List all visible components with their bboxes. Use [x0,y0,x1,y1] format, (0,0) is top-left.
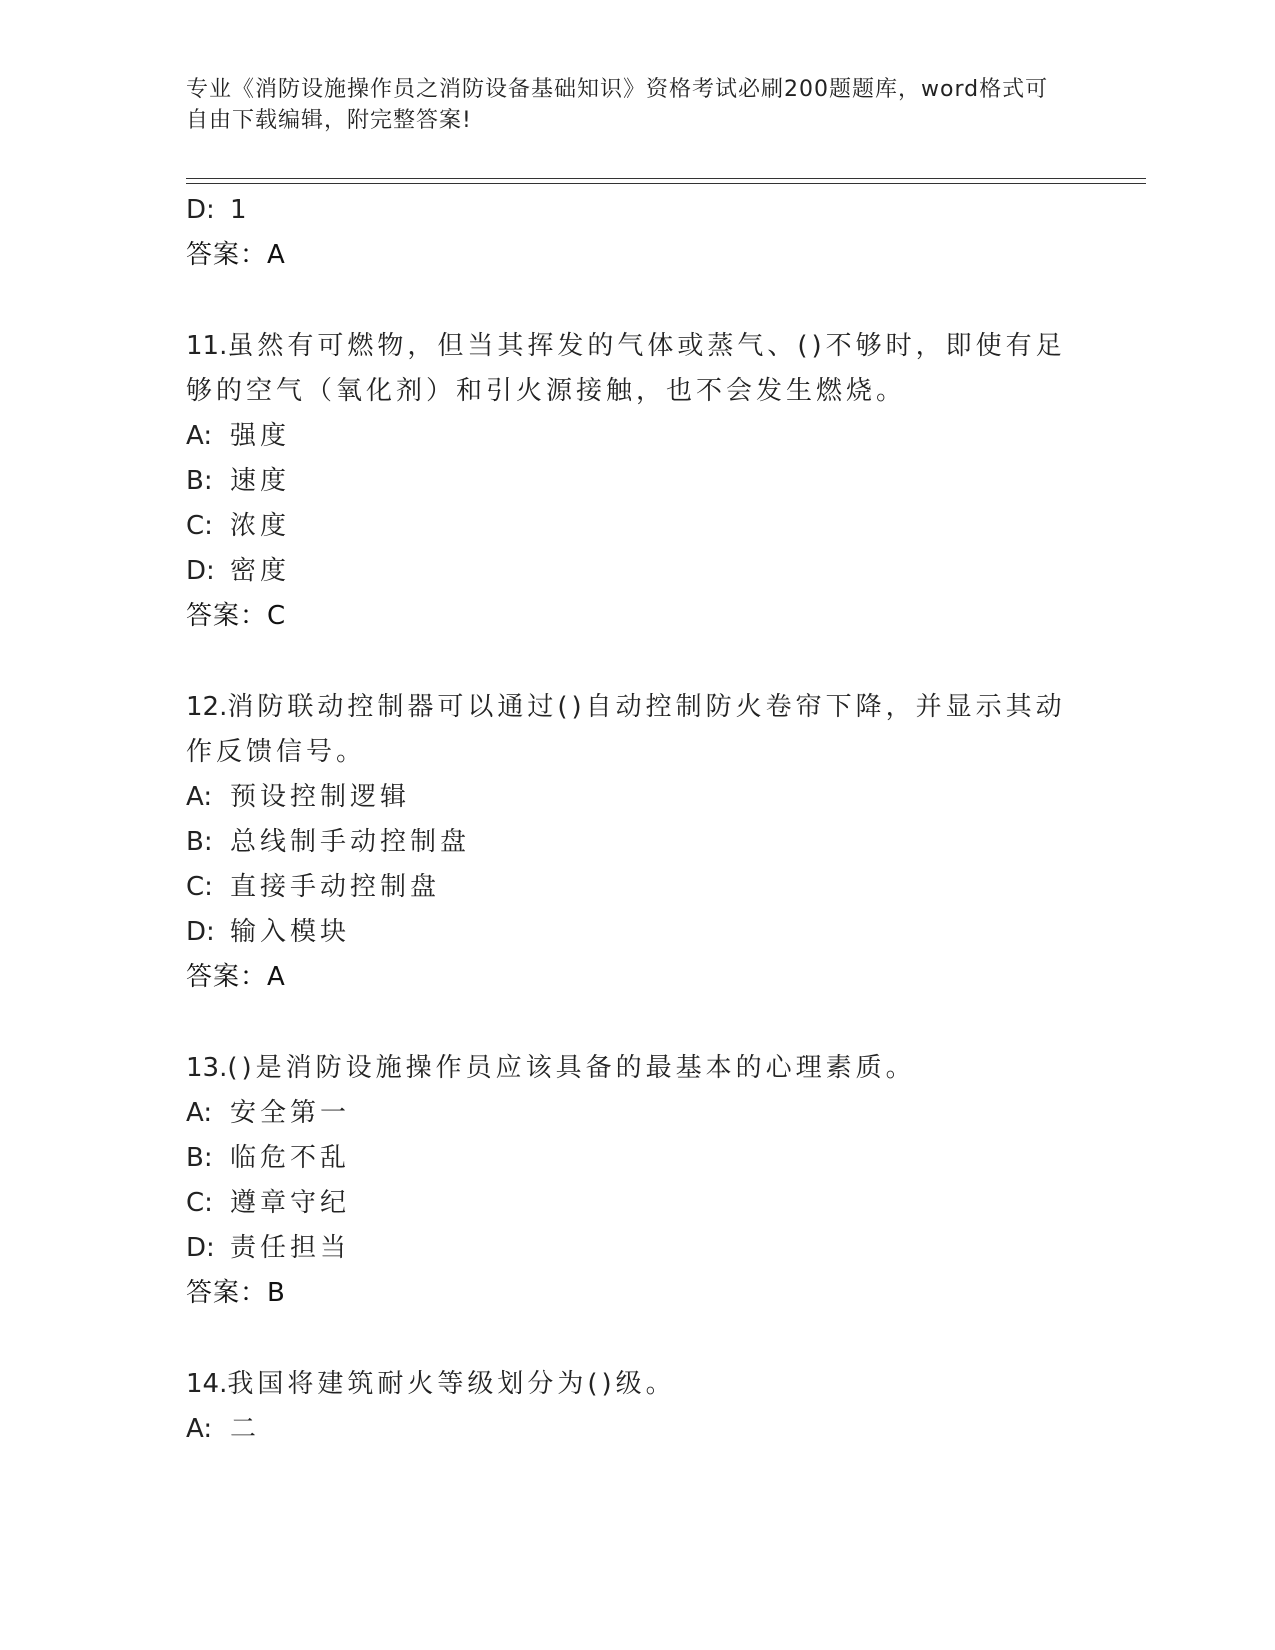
header-divider-top [186,178,1146,179]
option-key: A: [186,782,213,812]
option-key: C: [186,511,213,541]
option-key: D: [186,556,215,586]
question-number: 12. [186,692,228,722]
option-text: 强度 [230,421,291,451]
answer-line: 答案：B [186,1278,286,1308]
option-key: D: [186,1233,215,1263]
option-key: A: [186,1098,213,1128]
option-text: 责任担当 [230,1233,351,1263]
option-text: 安全第一 [230,1098,351,1128]
option-key: A: [186,421,213,451]
question-number: 14. [186,1369,228,1399]
question-text: 我国将建筑耐火等级划分为()级。 [227,1369,676,1399]
option-text: 遵章守纪 [230,1188,351,1218]
page-header: 专业《消防设施操作员之消防设备基础知识》资格考试必刷200题题库，word格式可自由下载编辑，附完整答案! [186,77,1049,133]
option-b-line [186,1136,1066,1181]
option-key: C: [186,872,213,902]
question-number: 11. [186,331,228,361]
option-key: B: [186,1143,213,1173]
option-key: D: [186,917,215,947]
answer-line: 答案：A [186,962,286,992]
option-text: 1 [230,195,251,225]
question-text: 消防联动控制器可以通过()自动控制防火卷帘下降，并显示其动作反馈信号。 [186,692,1066,767]
option-c-line [186,865,1066,910]
option-text: 预设控制逻辑 [230,782,411,812]
option-a-line [186,775,1066,820]
option-b-line [186,459,1066,504]
option-key: B: [186,827,213,857]
option-d-line [186,1226,1066,1271]
question-text: ()是消防设施操作员应该具备的最基本的心理素质。 [227,1053,916,1083]
option-text: 二 [230,1414,261,1444]
question-14 [186,1362,1066,1407]
document-page [186,0,1146,1650]
option-text: 临危不乱 [230,1143,351,1173]
option-key: B: [186,466,213,496]
option-text: 输入模块 [230,917,351,947]
answer-line: 答案：C [186,601,287,631]
option-d-line [186,188,1066,233]
option-b-line [186,820,1066,865]
option-key: A: [186,1414,213,1444]
answer-line: 答案：A [186,240,286,270]
option-text: 速度 [230,466,291,496]
option-a-line [186,1407,1066,1452]
option-d-line [186,549,1066,594]
option-c-line [186,1181,1066,1226]
option-a-line [186,1091,1066,1136]
option-text: 密度 [230,556,291,586]
option-text: 总线制手动控制盘 [230,827,471,857]
header-divider-bottom [186,183,1146,184]
question-text: 虽然有可燃物，但当其挥发的气体或蒸气、()不够时，即使有足够的空气（氧化剂）和引火源接触，也不会发生燃烧。 [186,331,1066,406]
option-key: C: [186,1188,213,1218]
option-a-line [186,414,1066,459]
option-d-line [186,910,1066,955]
option-text: 浓度 [230,511,291,541]
question-number: 13. [186,1053,228,1083]
option-c-line [186,504,1066,549]
question-12 [186,685,1066,775]
question-13 [186,1046,1066,1091]
question-content [186,188,1066,1452]
option-key: D: [186,195,215,225]
question-11 [186,324,1066,414]
option-text: 直接手动控制盘 [230,872,441,902]
